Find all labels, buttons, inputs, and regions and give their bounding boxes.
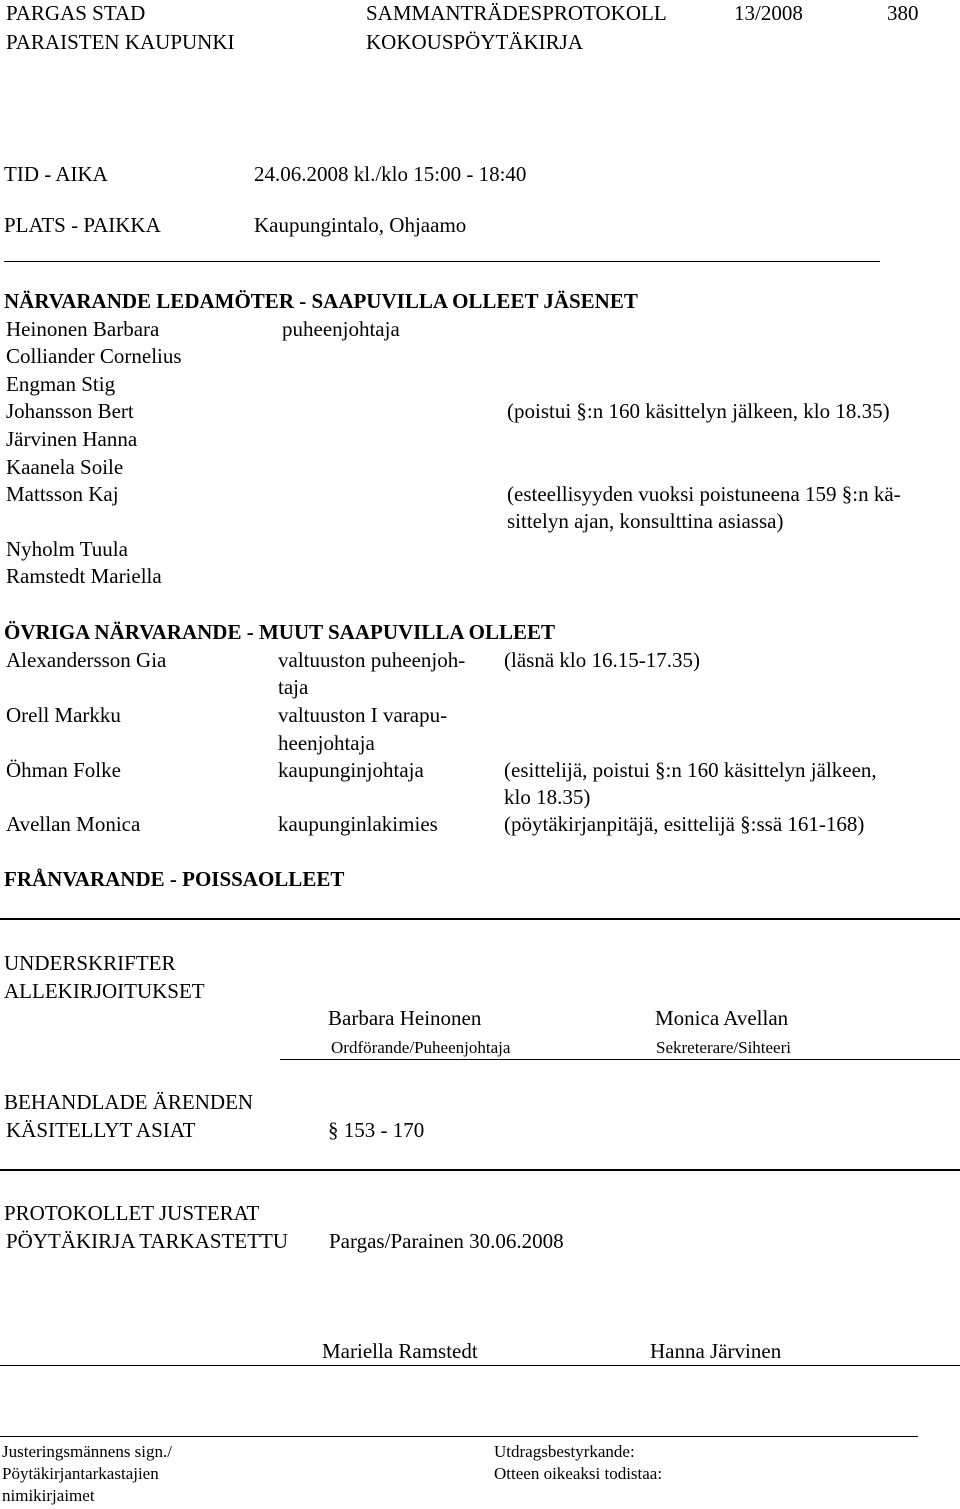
page-number: 380 <box>887 1 919 25</box>
member-note: (poistui §:n 160 käsittelyn jälkeen, klo 18.35) <box>507 399 890 423</box>
other-role-continued: heenjohtaja <box>278 731 375 755</box>
other-role: kaupunginlakimies <box>278 812 438 836</box>
member-name: Mattsson Kaj <box>6 482 119 506</box>
signatures-label-sv: UNDERSKRIFTER <box>4 951 176 975</box>
member-name: Järvinen Hanna <box>6 427 138 451</box>
place-value: Kaupungintalo, Ohjaamo <box>254 213 467 237</box>
other-role: valtuuston I varapu- <box>278 703 448 727</box>
footer-right-line-1: Utdragsbestyrkande: <box>494 1442 635 1461</box>
place-label: PLATS - PAIKKA <box>4 213 161 237</box>
other-role: kaupunginjohtaja <box>278 758 424 782</box>
other-note-continued: klo 18.35) <box>504 785 591 809</box>
other-note: (esittelijä, poistui §:n 160 käsittelyn jälkeen, <box>504 758 877 782</box>
member-name: Johansson Bert <box>6 399 134 423</box>
signature-line <box>0 1365 960 1366</box>
footer-divider <box>0 1436 918 1437</box>
signatory-name-secretary: Monica Avellan <box>655 1006 789 1030</box>
other-name: Avellan Monica <box>6 812 141 836</box>
signatures-label-fi: ALLEKIRJOITUKSET <box>4 979 205 1003</box>
other-note: (pöytäkirjanpitäjä, esittelijä §:ssä 161-168) <box>504 812 865 836</box>
time-label: TID - AIKA <box>4 162 108 186</box>
checker-name-2: Hanna Järvinen <box>650 1339 782 1363</box>
other-name: Alexandersson Gia <box>6 648 167 672</box>
member-name: Heinonen Barbara <box>6 317 160 341</box>
signatory-title-chair: Ordförande/Puheenjohtaja <box>331 1038 511 1057</box>
handled-label-sv: BEHANDLADE ÄRENDEN <box>4 1090 254 1114</box>
divider <box>4 261 880 262</box>
footer-left-line-1: Justeringsmännens sign./ <box>2 1442 172 1461</box>
member-name: Engman Stig <box>6 372 116 396</box>
handled-label-fi: KÄSITELLYT ASIAT <box>6 1118 196 1142</box>
time-value: 24.06.2008 kl./klo 15:00 - 18:40 <box>254 162 527 186</box>
other-name: Öhman Folke <box>6 758 121 782</box>
checked-label-fi: PÖYTÄKIRJA TARKASTETTU <box>6 1229 289 1253</box>
org-name-sv: PARGAS STAD <box>6 1 146 25</box>
doc-type-sv: SAMMANTRÄDESPROTOKOLL <box>366 1 667 25</box>
member-note-continued: sittelyn ajan, konsulttina asiassa) <box>507 509 784 533</box>
present-members-heading: NÄRVARANDE LEDAMÖTER - SAAPUVILLA OLLEET JÄSENET <box>4 289 638 313</box>
checked-place-date: Pargas/Parainen 30.06.2008 <box>329 1229 564 1253</box>
member-name: Colliander Cornelius <box>6 344 182 368</box>
member-role: puheenjohtaja <box>282 317 400 341</box>
member-name: Nyholm Tuula <box>6 537 128 561</box>
divider <box>0 918 960 920</box>
signatory-title-secretary: Sekreterare/Sihteeri <box>656 1038 791 1057</box>
member-name: Kaanela Soile <box>6 455 124 479</box>
protocol-number: 13/2008 <box>734 1 803 25</box>
footer-left-line-2: Pöytäkirjantarkastajien <box>2 1464 159 1483</box>
member-note: (esteellisyyden vuoksi poistuneena 159 §:n kä- <box>507 482 901 506</box>
checked-label-sv: PROTOKOLLET JUSTERAT <box>4 1201 260 1225</box>
others-present-heading: ÖVRIGA NÄRVARANDE - MUUT SAAPUVILLA OLLEET <box>4 620 555 644</box>
other-role: valtuuston puheenjoh- <box>278 648 466 672</box>
member-name: Ramstedt Mariella <box>6 564 162 588</box>
footer-left-line-3: nimikirjaimet <box>2 1486 95 1505</box>
other-note: (läsnä klo 16.15-17.35) <box>504 648 700 672</box>
signature-line <box>280 1059 960 1060</box>
handled-range: § 153 - 170 <box>328 1118 425 1142</box>
checker-name-1: Mariella Ramstedt <box>322 1339 478 1363</box>
absent-heading: FRÅNVARANDE - POISSAOLLEET <box>4 867 345 891</box>
signatory-name-chair: Barbara Heinonen <box>328 1006 482 1030</box>
other-name: Orell Markku <box>6 703 121 727</box>
other-role-continued: taja <box>278 675 309 699</box>
footer-right-line-2: Otteen oikeaksi todistaa: <box>494 1464 663 1483</box>
doc-type-fi: KOKOUSPÖYTÄKIRJA <box>366 30 584 54</box>
org-name-fi: PARAISTEN KAUPUNKI <box>6 30 235 54</box>
divider <box>0 1169 960 1171</box>
